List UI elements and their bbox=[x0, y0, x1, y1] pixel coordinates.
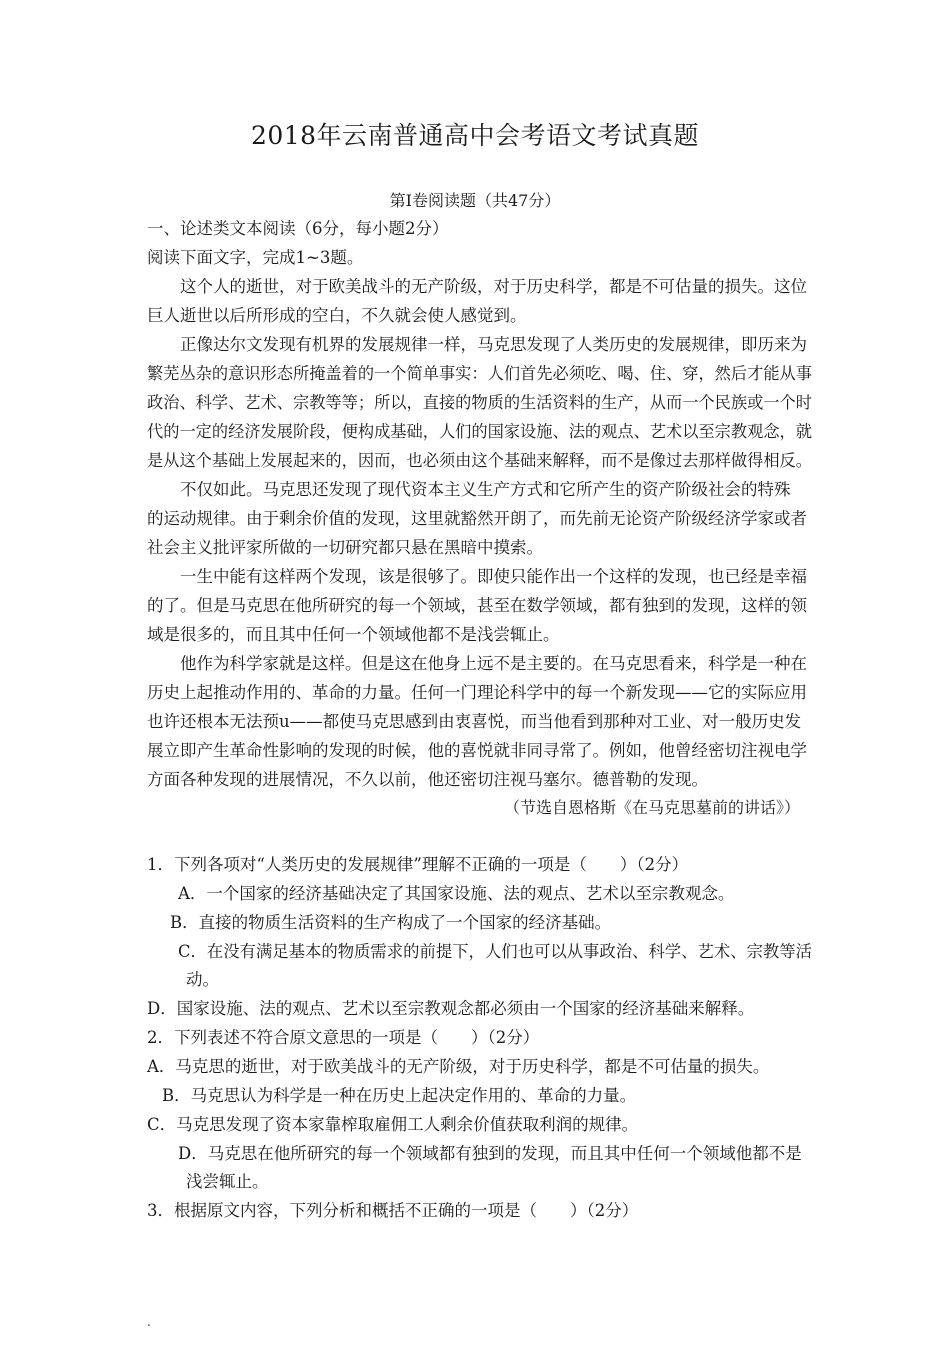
question-2-option-b: B．马克思认为科学是一种在历史上起决定作用的、革命的力量。 bbox=[162, 1086, 637, 1105]
question-1-option-a: A．一个国家的经济基础决定了其国家设施、法的观点、艺术以至宗教观念。 bbox=[178, 884, 735, 903]
passage-line: 代的一定的经济发展阶段，便构成基础，人们的国家设施、法的观点、艺术以至宗教观念，就 bbox=[147, 422, 812, 441]
section-title: 第I卷阅读题（共47分） bbox=[389, 191, 561, 210]
question-1-option-b: B．直接的物质生活资料的生产构成了一个国家的经济基础。 bbox=[170, 913, 612, 932]
passage-source: （节选自恩格斯《在马克思墓前的讲话》） bbox=[503, 798, 800, 817]
passage-line: 一生中能有这样两个发现，该是很够了。即使只能作出一个这样的发现，也已经是幸福 bbox=[180, 567, 807, 586]
passage-line: 政治、科学、艺术、宗教等等；所以，直接的物质的生活资料的生产，从而一个民族或一个时 bbox=[147, 393, 812, 412]
passage-line: 繁芜丛杂的意识形态所掩盖着的一个简单事实：人们首先必须吃、喝、住、穿，然后才能从事 bbox=[147, 364, 812, 383]
question-1-option-d: D．国家设施、法的观点、艺术以至宗教观念都必须由一个国家的经济基础来解释。 bbox=[147, 999, 755, 1018]
question-2-option-d-cont: 浅尝辄止。 bbox=[186, 1172, 269, 1191]
question-2-stem: 2．下列表述不符合原文意思的一项是（ ）（2分） bbox=[147, 1028, 540, 1047]
question-1-stem: 1．下列各项对“人类历史的发展规律”理解不正确的一项是（ ）（2分） bbox=[147, 855, 689, 874]
question-1-option-c: C．在没有满足基本的物质需求的前提下，人们也可以从事政治、科学、艺术、宗教等活 bbox=[178, 942, 812, 961]
footer-mark: . bbox=[147, 1315, 151, 1329]
question-2-option-c: C．马克思发现了资本家靠榨取雇佣工人剩余价值获取利润的规律。 bbox=[147, 1115, 639, 1134]
passage-line: 不仅如此。马克思还发现了现代资本主义生产方式和它所产生的资产阶级社会的特殊 bbox=[180, 480, 791, 499]
question-1-option-c-cont: 动。 bbox=[186, 970, 219, 989]
passage-line: 也许还根本无法预u——都使马克思感到由衷喜悦，而当他看到那种对工业、对一般历史发 bbox=[147, 712, 802, 731]
passage-line: 域是很多的，而且其中任何一个领域他都不是浅尝辄止。 bbox=[147, 625, 560, 644]
passage-line: 展立即产生革命性影响的发现的时候，他的喜悦就非同寻常了。例如，他曾经密切注视电学 bbox=[147, 741, 807, 760]
question-3-stem: 3．根据原文内容，下列分析和概括不正确的一项是（ ）（2分） bbox=[147, 1201, 639, 1220]
question-2-option-a: A．马克思的逝世，对于欧美战斗的无产阶级，对于历史科学，都是不可估量的损失。 bbox=[147, 1057, 770, 1076]
passage-line: 这个人的逝世，对于欧美战斗的无产阶级，对于历史科学，都是不可估量的损失。这位 bbox=[180, 277, 807, 296]
passage-line: 正像达尔文发现有机界的发展规律一样，马克思发现了人类历史的发展规律，即历来为 bbox=[180, 335, 807, 354]
part1-heading: 一、论述类文本阅读（6分，每小题2分） bbox=[147, 219, 449, 238]
question-2-option-d: D．马克思在他所研究的每一个领域都有独到的发现，而且其中任何一个领域他都不是 bbox=[178, 1144, 802, 1163]
passage-line: 社会主义批评家所做的一切研究都只悬在黑暗中摸索。 bbox=[147, 538, 543, 557]
passage-line: 他作为科学家就是这样。但是这在他身上远不是主要的。在马克思看来，科学是一种在 bbox=[180, 654, 807, 673]
passage-line: 是从这个基础上发展起来的，因而，也必须由这个基础来解释，而不是像过去那样做得相反。 bbox=[147, 451, 812, 470]
passage-line: 历史上起推动作用的、革命的力量。任何一门理论科学中的每一个新发现——它的实际应用 bbox=[147, 683, 807, 702]
passage-line: 的运动规律。由于剩余价值的发现，这里就豁然开朗了，而先前无论资产阶级经济学家或者 bbox=[147, 509, 807, 528]
passage-line: 巨人逝世以后所形成的空白，不久就会使人感觉到。 bbox=[147, 306, 527, 325]
exam-title: 2018年云南普通高中会考语文考试真题 bbox=[250, 121, 700, 150]
passage-line: 方面各种发现的进展情况，不久以前，他还密切注视马塞尔。德普勒的发现。 bbox=[147, 770, 708, 789]
passage-line: 的了。但是马克思在他所研究的每一个领域，甚至在数学领域，都有独到的发现，这样的领 bbox=[147, 596, 807, 615]
instruction: 阅读下面文字，完成1~3题。 bbox=[147, 248, 364, 267]
